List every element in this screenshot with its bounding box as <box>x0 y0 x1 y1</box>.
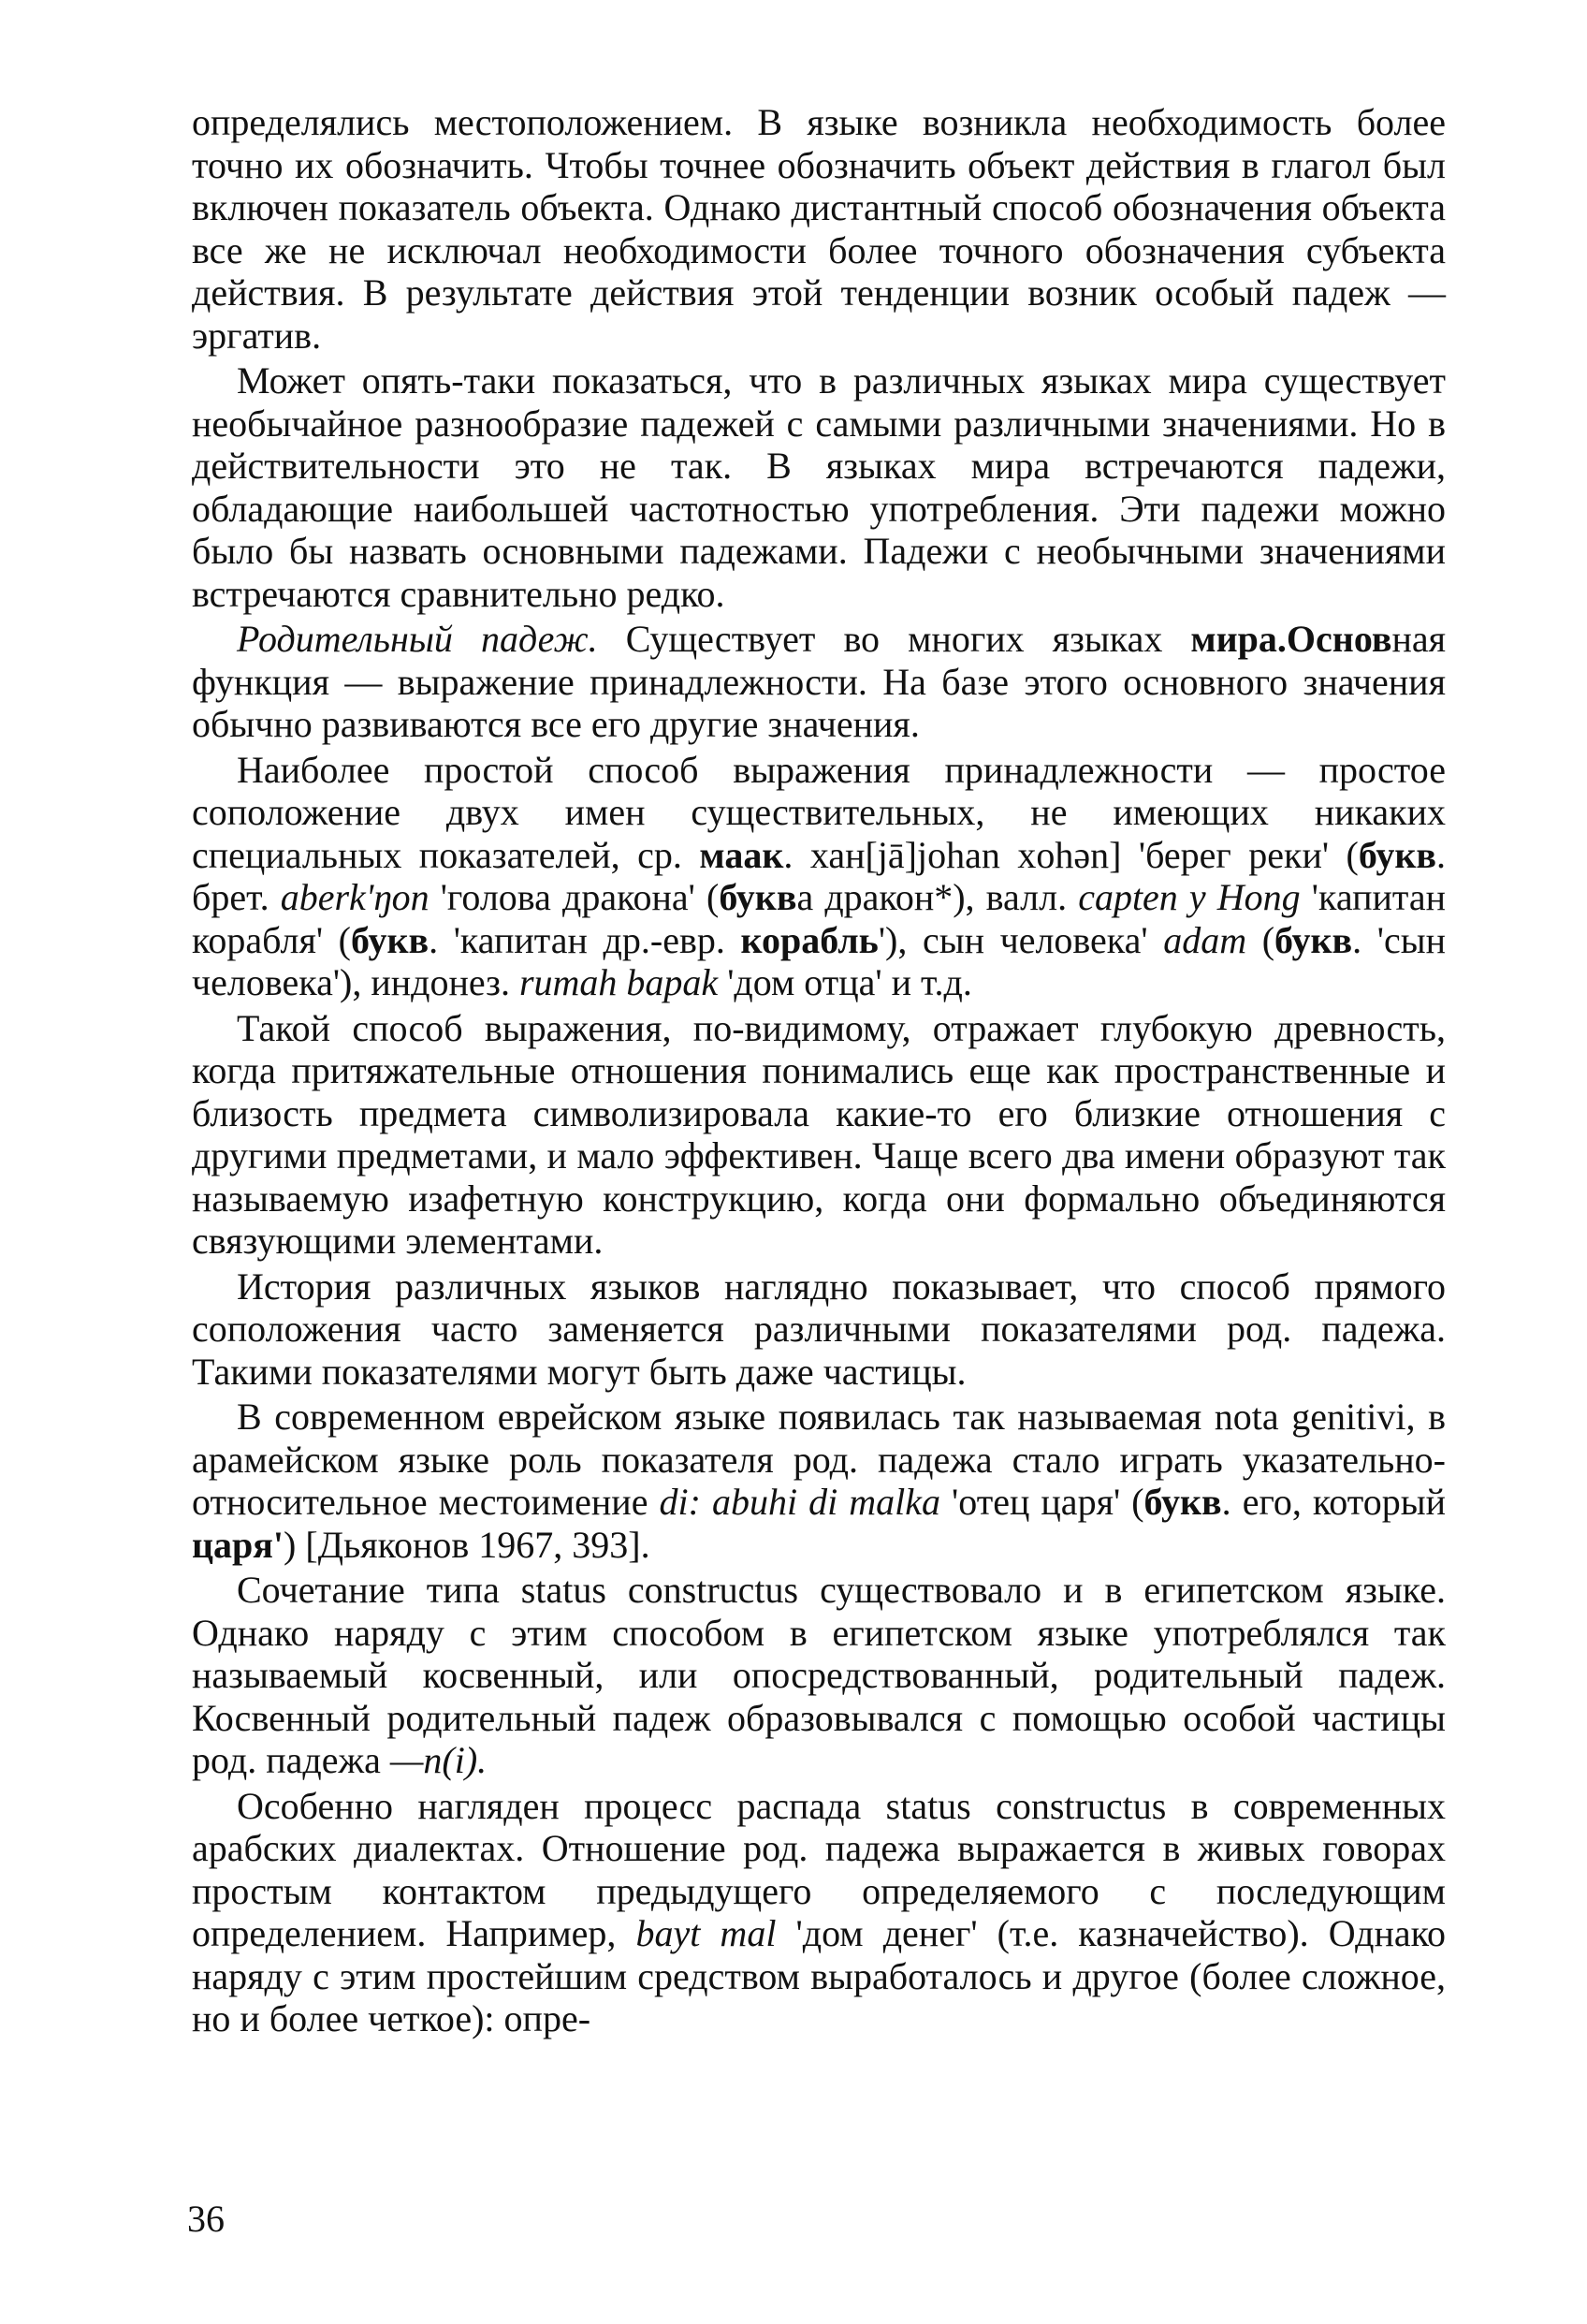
bold-run: букв <box>351 918 430 961</box>
text-run: . хан[jā]johan xohən] 'берег реки' ( <box>783 833 1359 876</box>
text-run: Наиболее простой способ выражения принадлежности — простое соположение двух имен существительных, не имеющих никаких специальных показателей, ср. <box>192 748 1446 876</box>
bold-run: царя' <box>192 1523 284 1566</box>
italic-run: rumah bapak <box>518 961 719 1003</box>
bold-run: корабль <box>740 918 879 961</box>
page-number: 36 <box>187 2198 225 2240</box>
paragraph <box>192 1265 1446 1394</box>
text-run: В современном еврейском языке появилась так называемая nota genitivi, в арамейском языке роль показателя род. падежа стало играть указательно-относительное местоимение <box>192 1396 1446 1523</box>
bold-run: букв <box>719 876 797 918</box>
paragraph <box>192 101 1446 357</box>
text-run: а дракон*), валл. <box>796 876 1079 918</box>
text-run: История различных языков наглядно показывает, что способ прямого соположения часто заменяется различными показателями род. падежа. Такими показателями могут быть даже частицы. <box>192 1264 1446 1393</box>
text-run: 'отец царя' ( <box>940 1481 1144 1523</box>
italic-run: di: abuhi di malka <box>659 1481 941 1523</box>
italic-run: —n(i). <box>389 1739 488 1781</box>
bold-run: букв <box>1358 833 1436 876</box>
italic-run: capten y Hong <box>1078 876 1301 918</box>
text-run: . 'сын человека'), индонез. <box>192 918 1446 1003</box>
text-run: Сочетание типа status constructus существовало и в египетском языке. Однако наряду с этим способом в египетском языке употреблялся так называемый косвенный, или опосредствованный, родительный падеж. Косвенный родительный падеж образовывался с помощью особой частицы род. падежа <box>192 1569 1446 1781</box>
text-run: ( <box>1246 918 1275 961</box>
italic-run: Родительный падеж. <box>237 618 598 660</box>
text-run: 'капитан корабля' ( <box>192 876 1447 961</box>
text-run: 'дом денег' (т.е. казначейство). Однако наряду с этим простейшим средством выработалось и другое (более сложное, но и более четкое): опре- <box>192 1912 1447 2039</box>
paragraph <box>192 749 1446 1004</box>
text-run: определялись местоположением. В языке возникла необходимость более точно их обозначить. Чтобы точнее обозначить объект действия в глагол был включен показатель объекта. Однако дистантный способ обозначения объекта все же не исключал необходимости более точного обозначения субъекта действия. В результате действия этой тенденции возник особый падеж — эргатив. <box>192 101 1446 357</box>
text-column <box>192 101 1446 2040</box>
text-run: . 'капитан др.-евр. <box>429 918 741 961</box>
text-run: ) [Дьяконов 1967, 393]. <box>284 1523 650 1566</box>
text-run: . его, который <box>1221 1481 1446 1523</box>
paragraph <box>192 359 1446 615</box>
paragraph <box>192 1569 1446 1782</box>
text-run: Такой способ выражения, по-видимому, отражает глубокую древность, когда притяжательные отношения понимались еще как пространственные и близость предмета символизировала какие-то его близкие отношения с другими предметами, и мало эффективен. Чаще всего два имени образуют так называемую изафетную конструкцию, когда они формально объединяются связующими элементами. <box>192 1006 1446 1262</box>
paragraph <box>192 1785 1446 2040</box>
text-run: ная функция — выражение принадлежности. На базе этого основного значения обычно развиваются все его другие значения. <box>192 618 1446 745</box>
bold-run: букв <box>1143 1481 1222 1523</box>
bold-run: маак <box>699 833 784 876</box>
text-run: . брет. <box>192 833 1446 918</box>
italic-run: bayt mal <box>635 1912 777 1954</box>
text-run: 'дом отца' и т.д. <box>718 961 972 1003</box>
page-body <box>192 101 1446 2043</box>
paragraph <box>192 1396 1446 1566</box>
paragraph <box>192 618 1446 746</box>
paragraph <box>192 1007 1446 1263</box>
italic-run: adam <box>1163 918 1247 961</box>
bold-run: букв <box>1274 918 1353 961</box>
text-run: '), сын человека' <box>878 918 1164 961</box>
text-run: Может опять-таки показаться, что в различных языках мира существует необычайное разнообразие падежей с самыми различными значениями. Но в действительности это не так. В языках мира встречаются падежи, обладающие наибольшей частотностью употребления. Эти падежи можно было бы назвать основными падежами. Падежи с необычными значениями встречаются сравнительно редко. <box>192 359 1446 615</box>
italic-run: aberk'ŋon <box>280 876 430 918</box>
bold-run: мира.Основ <box>1190 618 1392 660</box>
text-run: Особенно нагляден процесс распада status constructus в современных арабских диалектах. Отношение род. падежа выражается в живых говорах простым контактом предыдущего определяемого с последующим определением. Например, <box>192 1784 1446 1954</box>
text-run: 'голова дракона' ( <box>429 876 720 918</box>
text-run: Существует во многих языках <box>597 618 1191 660</box>
